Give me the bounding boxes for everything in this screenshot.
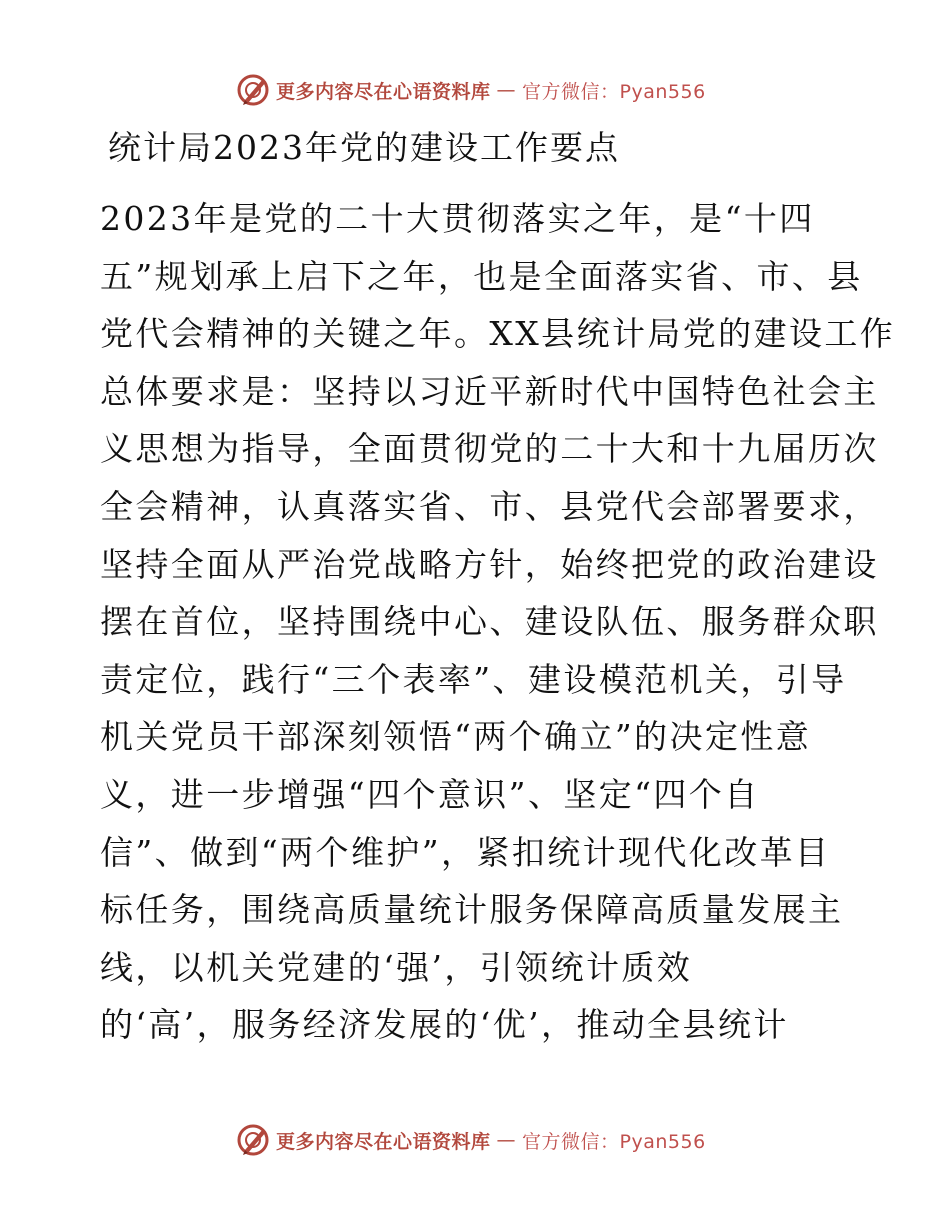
watermark-separator: — xyxy=(496,1129,517,1151)
watermark-header xyxy=(236,70,706,110)
body-line: 义，进一步增强“四个意识”、坚定“四个自 xyxy=(100,774,760,814)
watermark-main-text: 更多内容尽在心语资料库 xyxy=(276,1130,491,1153)
body-line: 2023年是党的二十大贯彻落实之年，是“十四 xyxy=(100,199,815,238)
document-title: 统计局2023年党的建设工作要点 xyxy=(108,128,620,167)
watermark-contact-text: 官方微信：Pyan556 xyxy=(522,80,706,103)
body-line: 五”规划承上启下之年，也是全面落实省、市、县 xyxy=(100,256,863,296)
body-line: 标任务，围绕高质量统计服务保障高质量发展主 xyxy=(100,890,844,930)
pen-logo-icon xyxy=(236,1123,270,1157)
body-line: 机关党员干部深刻领悟“两个确立”的决定性意 xyxy=(100,717,812,757)
watermark-separator: — xyxy=(496,79,517,101)
body-line: 线，以机关党建的‘强’，引领统计质效 xyxy=(100,947,693,987)
document-body xyxy=(100,190,896,1054)
watermark-contact-text: 官方微信：Pyan556 xyxy=(522,1130,706,1153)
watermark-main-text: 更多内容尽在心语资料库 xyxy=(276,80,491,103)
body-line: 总体要求是：坚持以习近平新时代中国特色社会主 xyxy=(100,371,879,411)
body-line: 摆在首位，坚持围绕中心、建设队伍、服务群众职 xyxy=(100,602,879,642)
pen-logo-icon xyxy=(236,73,270,107)
body-line: 党代会精神的关键之年。XX县统计局党的建设工作 xyxy=(100,314,896,354)
body-line: 信”、做到“两个维护”，紧扣统计现代化改革目 xyxy=(100,832,831,872)
body-line: 义思想为指导，全面贯彻党的二十大和十九届历次 xyxy=(100,429,879,469)
body-line: 责定位，践行“三个表率”、建设模范机关，引导 xyxy=(100,659,847,699)
body-line: 全会精神，认真落实省、市、县党代会部署要求， xyxy=(100,486,879,526)
watermark-footer xyxy=(236,1120,706,1160)
body-line: 坚持全面从严治党战略方针，始终把党的政治建设 xyxy=(100,544,879,584)
body-line: 的‘高’，服务经济发展的‘优’，推动全县统计 xyxy=(100,1005,789,1045)
